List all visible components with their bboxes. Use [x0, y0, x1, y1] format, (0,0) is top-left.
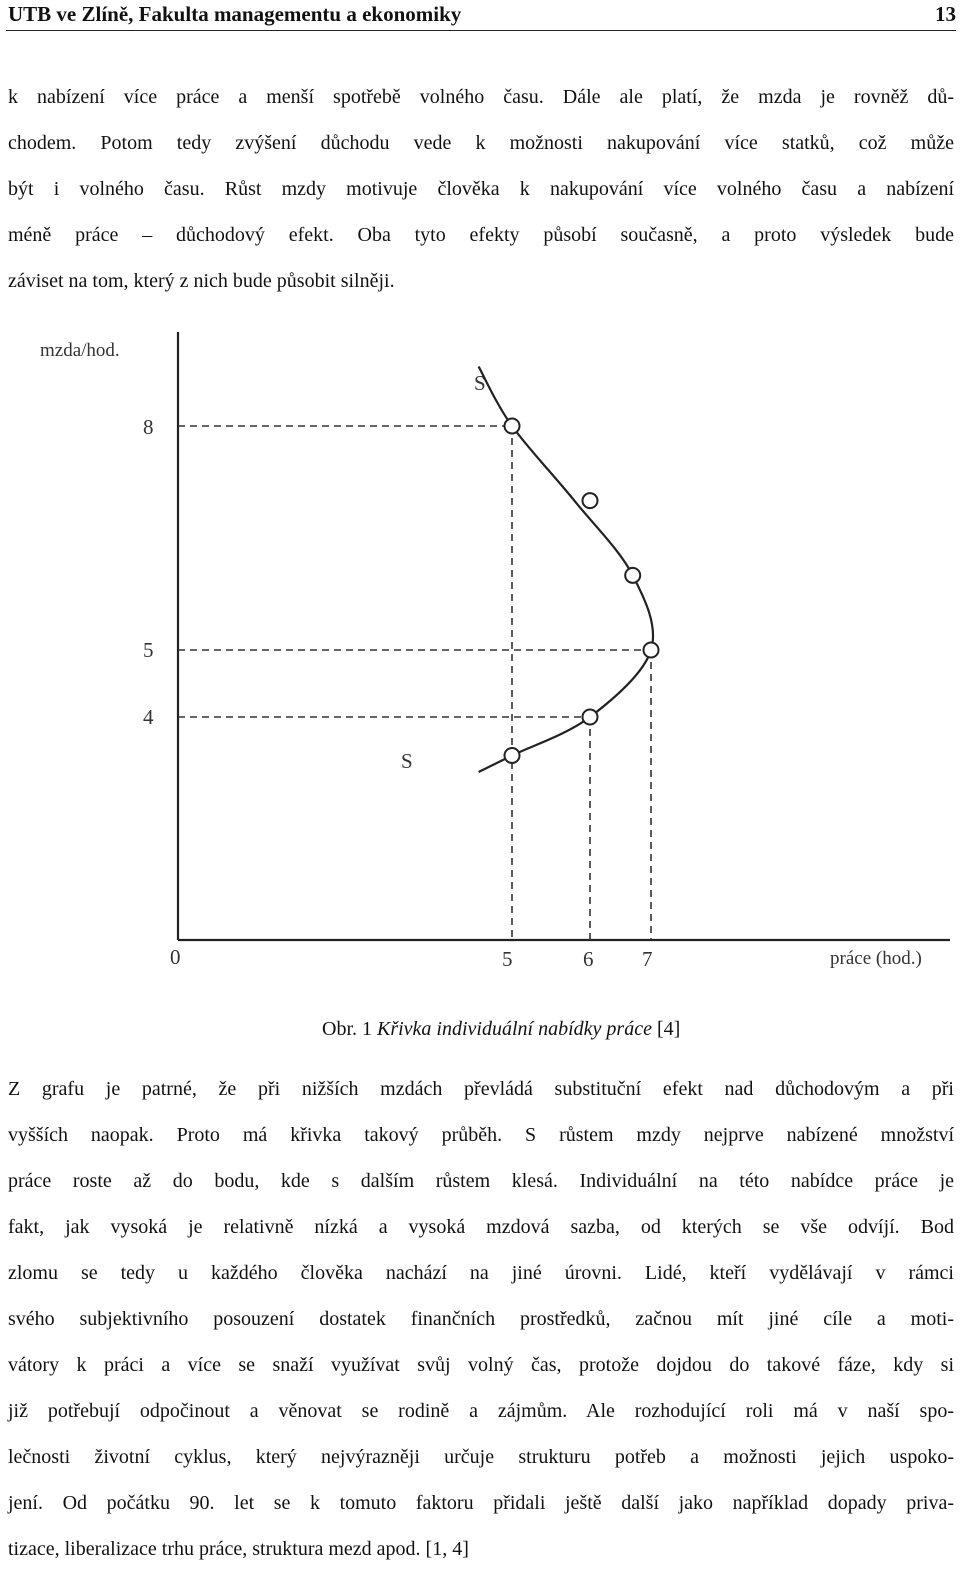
curve-point-5 — [505, 748, 520, 763]
header-title: UTB ve Zlíně, Fakulta managementu a ekonomiky — [8, 1, 462, 26]
page-header — [8, 0, 956, 28]
y-tick-label-4: 4 — [143, 705, 154, 729]
y-axis-label: mzda/hod. — [40, 340, 120, 361]
text-line: vátory k práci a více se snaží využívat svůj volný čas, protože dojdou do takové fáze, kdy si — [8, 1354, 954, 1376]
text-line: fakt, jak vysoká je relativně nízká a vysoká mzdová sazba, od kterých se vše odvíjí. Bod — [8, 1216, 954, 1238]
text-line: méně práce – důchodový efekt. Oba tyto efekty působí současně, a proto výsledek bude — [8, 224, 954, 246]
labor-supply-figure — [0, 320, 960, 1010]
x-tick-label-7: 7 — [642, 947, 653, 971]
paragraph-analysis — [8, 1066, 954, 1572]
caption-suffix: [4] — [651, 1018, 681, 1040]
text-line: svého subjektivního posouzení dostatek finančních prostředků, začnou mít jiné cíle a moti- — [8, 1308, 954, 1330]
text-line: být i volného času. Růst mzdy motivuje člověka k nakupování více volného času a nabízení — [8, 178, 954, 200]
curve-label-bottom: S — [401, 749, 413, 773]
text-line: Z grafu je patrné, že při nižších mzdách převládá substituční efekt nad důchodovým a při — [8, 1078, 954, 1100]
curve-point-3 — [644, 643, 659, 658]
y-tick-label-5: 5 — [143, 638, 154, 662]
text-line: práce roste až do bodu, kde s dalším růstem klesá. Individuální na této nabídce práce je — [8, 1170, 954, 1192]
x-tick-label-6: 6 — [583, 947, 594, 971]
text-line: zlomu se tedy u každého člověka nachází na jiné úrovni. Lidé, kteří vydělávají v rámci — [8, 1262, 954, 1284]
text-line: již potřebují odpočinout a věnovat se rodině a zájmům. Ale rozhodující roli má v naší spo- — [8, 1400, 954, 1422]
figure-caption — [322, 1018, 680, 1041]
text-line: lečnosti životní cyklus, který nejvýrazněji určuje strukturu potřeb a možnosti jejich uspoko- — [8, 1446, 954, 1468]
caption-prefix: Obr. 1 — [322, 1018, 377, 1040]
caption-title: Křivka individuální nabídky práce — [377, 1018, 652, 1040]
text-line: k nabízení více práce a menší spotřebě volného času. Dále ale platí, že mzda je rovněž dů- — [8, 86, 954, 108]
text-line: vyšších naopak. Proto má křivka takový průběh. S růstem mzdy nejprve nabízené množství — [8, 1124, 954, 1146]
text-line: jení. Od počátku 90. let se k tomuto faktoru přidali ještě další jako například dopady priva- — [8, 1492, 954, 1514]
curve-point-2 — [625, 568, 640, 583]
curve-label-top: S — [474, 371, 486, 395]
header-divider — [6, 30, 956, 31]
curve-point-0 — [505, 419, 520, 434]
y-tick-label-8: 8 — [143, 415, 154, 439]
paragraph-intro — [8, 74, 954, 304]
text-line: záviset na tom, který z nich bude působit silněji. — [8, 270, 395, 292]
page-number: 13 — [935, 1, 956, 26]
x-axis-label: práce (hod.) — [830, 948, 922, 969]
curve-point-1 — [583, 493, 598, 508]
x-tick-label-5: 5 — [502, 947, 513, 971]
curve-point-4 — [583, 710, 598, 725]
text-line: chodem. Potom tedy zvýšení důchodu vede k možnosti nakupování více statků, což může — [8, 132, 954, 154]
text-line: tizace, liberalizace trhu práce, struktura mezd apod. [1, 4] — [8, 1538, 469, 1560]
labor-supply-chart — [0, 320, 960, 1010]
origin-label: 0 — [170, 945, 181, 969]
